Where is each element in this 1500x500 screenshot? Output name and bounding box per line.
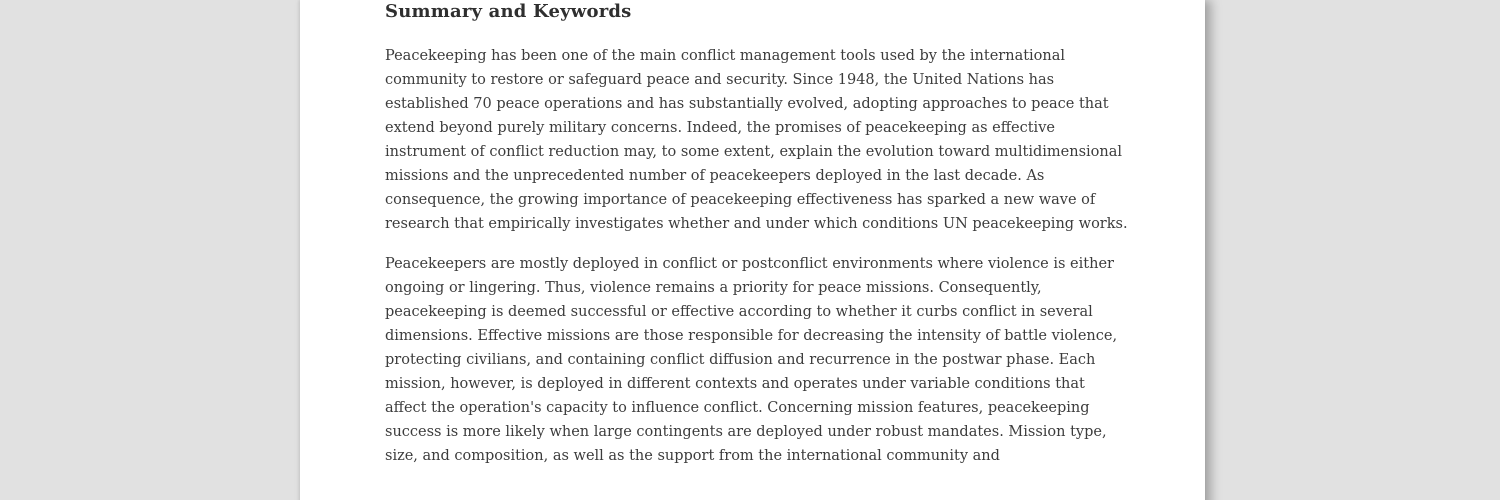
summary-paragraph-1: Peacekeeping has been one of the main conflict management tools used by the international community to restore or safeguard peace and security. Since 1948, the United Nations has established 70 peace operations and has substantially evolved, adopting approaches to peace that extend beyond purely military concerns. Indeed, the promises of peacekeeping as effective instrument of conflict reduction may, to some extent, explain the evolution toward multidimensional missions and the unprecedented number of peacekeepers deployed in the last decade. As consequence, the growing importance of peacekeeping effectiveness has sparked a new wave of research that empirically investigates whether and under which conditions UN peacekeeping works. <box>385 48 1128 232</box>
page-content <box>385 0 1130 468</box>
summary-paragraph-2: Peacekeepers are mostly deployed in conflict or postconflict environments where violence is either ongoing or lingering. Thus, violence remains a priority for peace missions. Consequently, peacekeeping is deemed successful or effective according to whether it curbs conflict in several dimensions. Effective missions are those responsible for decreasing the intensity of battle violence, protecting civilians, and containing conflict diffusion and recurrence in the postwar phase. Each mission, however, is deployed in different contexts and operates under variable conditions that affect the operation's capacity to influence conflict. Concerning mission features, peacekeeping success is more likely when large contingents are deployed under robust mandates. Mission type, size, and composition, as well as the support from the international community and <box>385 256 1118 464</box>
document-page <box>300 0 1205 500</box>
section-heading: Summary and Keywords <box>385 1 632 22</box>
